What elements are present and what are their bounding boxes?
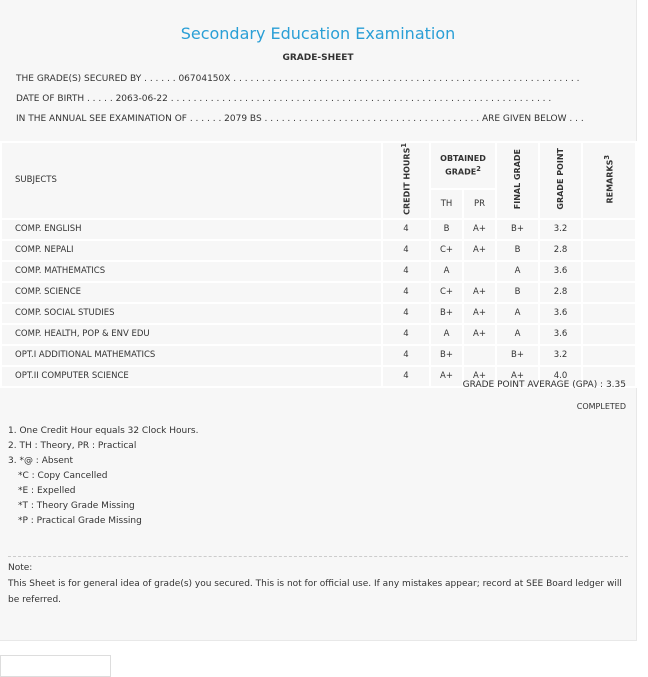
header-final: FINAL GRADE (496, 142, 539, 219)
cell-gp: 3.6 (539, 261, 582, 282)
dob-value: 2063-06-22 (115, 94, 168, 104)
cell-credit: 4 (382, 261, 430, 282)
cell-th: B (430, 219, 463, 240)
cell-credit: 4 (382, 366, 430, 387)
given-below: ARE GIVEN BELOW (481, 114, 567, 124)
secured-by-label: THE GRADE(S) SECURED BY (16, 74, 142, 84)
cell-credit: 4 (382, 303, 430, 324)
header-gp: GRADE POINT (539, 142, 582, 219)
cell-final: B+ (496, 219, 539, 240)
subtitle: GRADE-SHEET (282, 53, 354, 63)
cell-credit: 4 (382, 345, 430, 366)
cell-pr: A+ (463, 240, 496, 261)
bottom-box (0, 655, 111, 677)
footnote: 1. One Credit Hour equals 32 Clock Hours. (8, 426, 199, 436)
cell-gp: 2.8 (539, 282, 582, 303)
table-row (1, 345, 636, 366)
cell-pr: A+ (463, 324, 496, 345)
cell-subject: COMP. ENGLISH (1, 219, 382, 240)
table-row (1, 303, 636, 324)
page-title: Secondary Education Examination (180, 24, 456, 43)
cell-final: A+ (496, 366, 539, 387)
cell-gp: 3.2 (539, 219, 582, 240)
note-text: This Sheet is for general idea of grade(s) you secured. This is not for official use. If any mistakes appear; record at SEE Board ledger will be referred. (8, 579, 622, 605)
exam-year: 2079 BS (224, 114, 262, 124)
cell-credit: 4 (382, 240, 430, 261)
header-obtained: OBTAINED GRADE$^2$ (430, 142, 496, 189)
cell-pr (463, 345, 496, 366)
divider (8, 556, 628, 557)
disclaimer (8, 560, 623, 608)
cell-gp: 4.0 (539, 366, 582, 387)
symbol-number: 06704150X (178, 74, 231, 84)
footnote: *C : Copy Cancelled (18, 471, 108, 481)
cell-final: A (496, 324, 539, 345)
exam-label: IN THE ANNUAL SEE EXAMINATION OF (16, 114, 187, 124)
cell-th: A (430, 261, 463, 282)
cell-final: A (496, 261, 539, 282)
cell-gp: 3.6 (539, 303, 582, 324)
gpa: GRADE POINT AVERAGE (GPA) : 3.35 (462, 380, 626, 390)
footnotes (8, 424, 198, 529)
footnote: *T : Theory Grade Missing (18, 501, 135, 511)
cell-final: A (496, 303, 539, 324)
cell-subject: COMP. MATHEMATICS (1, 261, 382, 282)
cell-credit: 4 (382, 282, 430, 303)
cell-subject: COMP. HEALTH, POP & ENV EDU (1, 324, 382, 345)
cell-pr: A+ (463, 282, 496, 303)
cell-remarks (582, 282, 636, 303)
table-row (1, 261, 636, 282)
cell-remarks (582, 345, 636, 366)
secured-by-line: THE GRADE(S) SECURED BY . . . . . . 06704150X . . . . . . . . . . . . . . . . . . . . . . . . . . . . . . . . . . . . . . . . . . . . . . . . . . . . . . . . . . . . . (16, 74, 580, 84)
cell-th: C+ (430, 240, 463, 261)
cell-remarks (582, 303, 636, 324)
exam-line: IN THE ANNUAL SEE EXAMINATION OF . . . . . . 2079 BS . . . . . . . . . . . . . . . . . . . . . . . . . . . . . . . . . . . . . . ARE GIVEN BELOW . . . (16, 114, 584, 124)
cell-subject: OPT.II COMPUTER SCIENCE (1, 366, 382, 387)
cell-final: B (496, 240, 539, 261)
cell-th: A+ (430, 366, 463, 387)
cell-subject: COMP. SCIENCE (1, 282, 382, 303)
dob-label: DATE OF BIRTH (16, 94, 85, 104)
table-row (1, 282, 636, 303)
cell-gp: 2.8 (539, 240, 582, 261)
cell-final: B (496, 282, 539, 303)
footnote: *P : Practical Grade Missing (18, 516, 142, 526)
cell-subject: COMP. SOCIAL STUDIES (1, 303, 382, 324)
cell-pr: A+ (463, 366, 496, 387)
table-row (1, 219, 636, 240)
header-credit: CREDIT HOURS$^1$ (382, 142, 430, 219)
cell-credit: 4 (382, 219, 430, 240)
cell-remarks (582, 219, 636, 240)
grades-table (0, 141, 637, 388)
dob-line: DATE OF BIRTH . . . . . 2063-06-22 . . . . . . . . . . . . . . . . . . . . . . . . . . . . . . . . . . . . . . . . . . . . . . . . . . . . . . . . . . . . . . . . . . . (16, 94, 552, 104)
table-row (1, 324, 636, 345)
cell-gp: 3.6 (539, 324, 582, 345)
cell-final: B+ (496, 345, 539, 366)
cell-credit: 4 (382, 324, 430, 345)
cell-remarks (582, 261, 636, 282)
header-th: TH (430, 189, 463, 219)
footnote: 2. TH : Theory, PR : Practical (8, 441, 137, 451)
cell-remarks (582, 324, 636, 345)
header-remarks: REMARKS$^3$ (582, 142, 636, 219)
header-subjects: SUBJECTS (1, 142, 382, 219)
cell-remarks (582, 240, 636, 261)
cell-subject: COMP. NEPALI (1, 240, 382, 261)
cell-gp: 3.2 (539, 345, 582, 366)
cell-th: B+ (430, 345, 463, 366)
footnote: 3. *@ : Absent (8, 456, 74, 466)
cell-pr: A+ (463, 219, 496, 240)
cell-th: C+ (430, 282, 463, 303)
result-status: COMPLETED (576, 402, 626, 411)
table-row (1, 240, 636, 261)
note-label: Note: (8, 563, 33, 573)
cell-subject: OPT.I ADDITIONAL MATHEMATICS (1, 345, 382, 366)
cell-th: A (430, 324, 463, 345)
cell-pr (463, 261, 496, 282)
cell-th: B+ (430, 303, 463, 324)
footnote: *E : Expelled (18, 486, 76, 496)
header-pr: PR (463, 189, 496, 219)
cell-pr: A+ (463, 303, 496, 324)
